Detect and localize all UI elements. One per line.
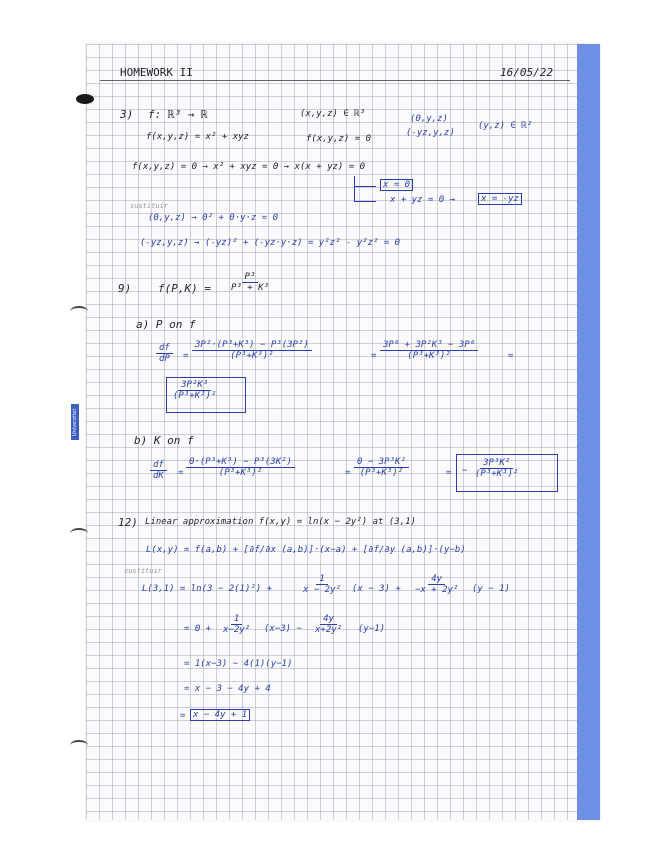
q3-check1: (0,y,z) → 0² + 0·y·z = 0: [148, 213, 279, 223]
q3-case2-left: x + yz = 0 →: [390, 195, 456, 205]
q9b-frac1-den: (P³+K³)²: [218, 468, 263, 478]
q9b-lhs-den: dK: [153, 471, 164, 481]
q12-step2-c: (y−1): [358, 624, 386, 634]
branch-line: [354, 201, 376, 202]
binder-label: Univerzitet: [71, 404, 79, 440]
q12-L31-mid: (x − 3) +: [352, 584, 401, 594]
q9b-result: [472, 458, 521, 479]
q12-L31-f2-num: 4y: [428, 574, 445, 585]
binder-hole: [70, 306, 88, 317]
q9-def-fraction: [228, 272, 272, 293]
grid-paper-sheet: [86, 44, 600, 820]
q3-map: f: ℝ³ → ℝ: [148, 108, 208, 121]
eq-sign: =: [446, 468, 452, 478]
q12-L31-end: (y − 1): [472, 584, 510, 594]
binder-hole: [70, 740, 88, 751]
q12-L31-frac2: [412, 574, 461, 595]
q9-def-num: P³: [242, 272, 259, 283]
q9a-lhs: [156, 343, 173, 364]
binder-hole: [70, 528, 88, 539]
q3-points2: (-yz,y,z): [406, 128, 455, 138]
branch-line: [354, 176, 355, 202]
q9a-frac2-num: 3P⁶ + 3P²K³ − 3P⁶: [380, 340, 478, 351]
q12-L31-f1-den: x − 2y²: [303, 585, 341, 595]
q9a-result-den: (P³+K³)²: [173, 391, 217, 401]
q12-step4: = x − 3 − 4y + 4: [184, 684, 271, 694]
header-rule: [100, 80, 570, 81]
q12-step2-f2-den: x+2y²: [315, 625, 343, 635]
q9-number: 9): [118, 282, 132, 295]
q12-step2-b: (x−3) −: [264, 624, 302, 634]
q9a-frac1-num: 3P²·(P³+K³) − P³(3P²): [192, 340, 312, 351]
q3-def: f(x,y,z) = x² + xyz: [146, 132, 249, 142]
eq-sign: =: [345, 468, 351, 478]
page-title: HOMEWORK II: [120, 66, 193, 79]
q9a-label: a) P on f: [136, 318, 196, 331]
q12-L31-frac1: [300, 574, 344, 595]
q3-domain: (x,y,z) ∈ ℝ³: [300, 109, 366, 119]
q9a-frac1: [192, 340, 312, 361]
q9b-lhs: [150, 460, 167, 481]
eq-sign: =: [183, 351, 189, 361]
q12-step2-frac1: [220, 614, 253, 635]
eq-sign: =: [371, 351, 377, 361]
q12-step2-a: = 0 +: [184, 624, 212, 634]
q9a-lhs-den: dP: [159, 354, 170, 364]
q12-L31-f2-den: −x + 2y²: [415, 585, 459, 595]
q12-L31-f1-num: 1: [316, 574, 327, 585]
q12-L-formula: L(x,y) = f(a,b) + [∂f/∂x (a,b)]·(x−a) + [∂f/∂y (a,b)]·(y−b): [146, 545, 466, 555]
q3-check2: (-yz,y,z) → (-yz)² + (-yz·y·z) = y²z² - y²z² = 0: [140, 238, 401, 248]
q12-step2-frac2: [312, 614, 345, 635]
q12-substitute-note: sustituir: [124, 567, 162, 575]
q12-title: Linear approximation f(x,y) = ln(x − 2y²) at (3,1): [145, 517, 416, 527]
q9a-result-num: 3P²K³: [178, 380, 211, 391]
q3-points: (0,y,z): [410, 114, 448, 124]
q9b-lhs-num: df: [150, 460, 167, 471]
q3-case1-box: x = 0: [380, 179, 413, 191]
q9a-result: [170, 380, 219, 401]
q3-substitute-note: sustituir: [130, 202, 168, 210]
q9a-lhs-num: df: [156, 343, 173, 354]
eq-sign: =: [508, 351, 514, 361]
q12-step2-f1-num: 1: [231, 614, 242, 625]
q9b-frac2: [354, 457, 409, 478]
q3-points-set: (y,z) ∈ ℝ²: [478, 121, 533, 131]
page-date: 16/05/22: [500, 66, 553, 79]
binder-hole: [76, 94, 94, 104]
q12-number: 12): [118, 516, 138, 529]
q3-level: f(x,y,z) = 0: [306, 134, 372, 144]
q9a-frac1-den: (P³+K³)²: [230, 351, 274, 361]
q9b-frac2-num: 0 − 3P³K²: [354, 457, 409, 468]
q12-L31-left: L(3,1) = ln(3 − 2(1)²) +: [142, 584, 273, 594]
eq-sign: =: [178, 468, 184, 478]
q12-final-box: x − 4y + 1: [190, 709, 250, 721]
q3-number: 3): [120, 108, 134, 121]
q9b-result-den: (P³+K³)²: [475, 469, 519, 479]
q9a-frac2-den: (P³+K³)²: [407, 351, 451, 361]
q12-step2-f1-den: x−2y²: [223, 625, 251, 635]
margin-strip: [577, 44, 600, 820]
q9a-frac2: [380, 340, 478, 361]
q3-line1: f(x,y,z) = 0 → x² + xyz = 0 → x(x + yz) = 0: [132, 162, 365, 172]
branch-line: [354, 186, 376, 187]
q9-def-den: P³ + K³: [231, 283, 269, 293]
eq-sign: =: [180, 711, 186, 721]
q9b-result-num: 3P³K²: [480, 458, 513, 469]
q12-step3: = 1(x−3) − 4(1)(y−1): [184, 659, 293, 669]
q9b-frac1: [186, 457, 295, 478]
q9b-frac1-num: 0·(P³+K³) − P³(3K²): [186, 457, 295, 468]
q9b-label: b) K on f: [134, 434, 194, 447]
q9-def-left: f(P,K) =: [158, 282, 211, 295]
q12-step2-f2-num: 4y: [320, 614, 337, 625]
minus-sign: −: [462, 466, 468, 476]
q3-case2-box: x = -yz: [478, 193, 522, 205]
q9b-frac2-den: (P³+K³)²: [359, 468, 404, 478]
